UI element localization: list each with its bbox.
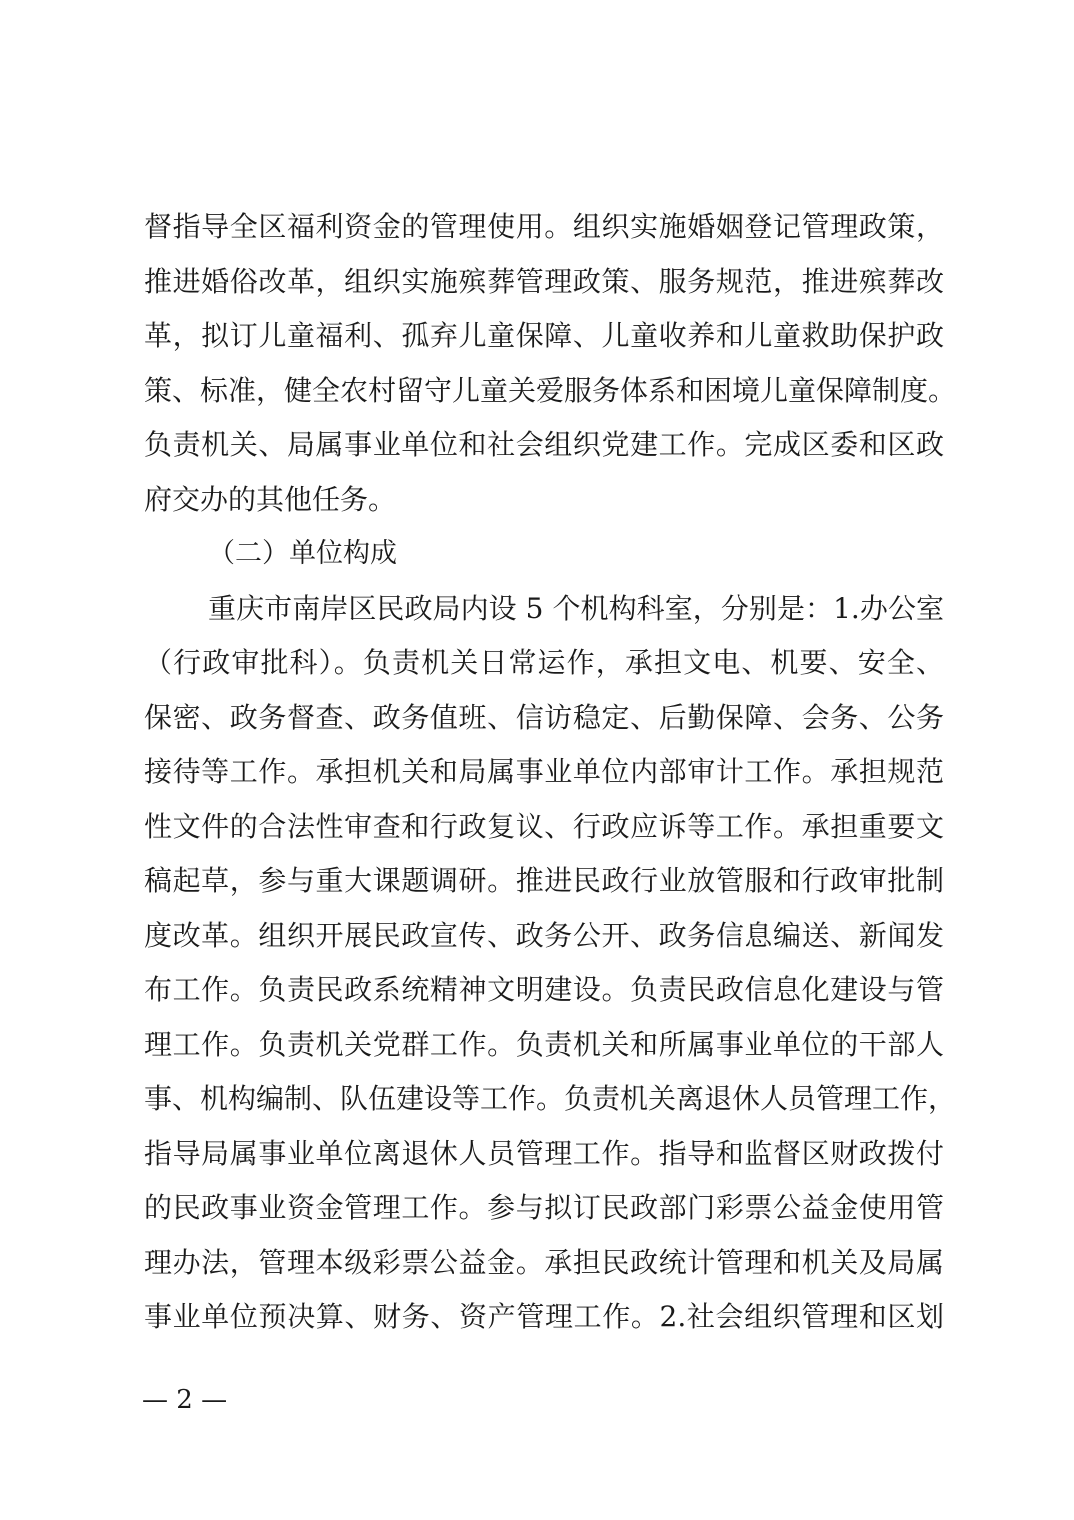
text-line: 重庆市南岸区民政局内设 5 个机构科室，分别是：1.办公室 bbox=[208, 591, 944, 625]
section-heading: （二）单位构成 bbox=[208, 538, 397, 569]
text-line: 事、机构编制、队伍建设等工作。负责机关离退休人员管理工作， bbox=[144, 1082, 957, 1115]
text-line: 理工作。负责机关党群工作。负责机关和所属事业单位的干部人 bbox=[144, 1027, 944, 1061]
text-line: 的民政事业资金管理工作。参与拟订民政部门彩票公益金使用管 bbox=[144, 1191, 944, 1224]
text-line: 府交办的其他任务。 bbox=[144, 482, 397, 516]
text-line: 事业单位预决算、财务、资产管理工作。2.社会组织管理和区划 bbox=[144, 1300, 944, 1333]
text-line: 接待等工作。承担机关和局属事业单位内部审计工作。承担规范 bbox=[144, 755, 944, 788]
text-line: 督指导全区福利资金的管理使用。组织实施婚姻登记管理政策， bbox=[144, 210, 944, 243]
page-number: — 2 — bbox=[142, 1385, 228, 1415]
text-line: 稿起草，参与重大课题调研。推进民政行业放管服和行政审批制 bbox=[144, 864, 944, 897]
text-line: 性文件的合法性审查和行政复议、行政应诉等工作。承担重要文 bbox=[144, 809, 944, 843]
text-line: 革，拟订儿童福利、孤弃儿童保障、儿童收养和儿童救助保护政 bbox=[144, 319, 944, 352]
text-line: （行政审批科）。负责机关日常运作，承担文电、机要、安全、 bbox=[144, 646, 944, 679]
text-line: 指导局属事业单位离退休人员管理工作。指导和监督区财政拨付 bbox=[144, 1136, 944, 1170]
body-text bbox=[144, 200, 957, 1345]
text-line: 保密、政务督查、政务值班、信访稳定、后勤保障、会务、公务 bbox=[144, 700, 944, 734]
text-line: 策、标准，健全农村留守儿童关爱服务体系和困境儿童保障制度。 bbox=[144, 373, 957, 407]
text-line: 度改革。组织开展民政宣传、政务公开、政务信息编送、新闻发 bbox=[144, 918, 944, 952]
text-line: 负责机关、局属事业单位和社会组织党建工作。完成区委和区政 bbox=[144, 428, 944, 461]
text-line: 理办法，管理本级彩票公益金。承担民政统计管理和机关及局属 bbox=[144, 1245, 944, 1279]
text-line: 推进婚俗改革，组织实施殡葬管理政策、服务规范，推进殡葬改 bbox=[144, 264, 944, 298]
text-line: 布工作。负责民政系统精神文明建设。负责民政信息化建设与管 bbox=[144, 973, 944, 1006]
